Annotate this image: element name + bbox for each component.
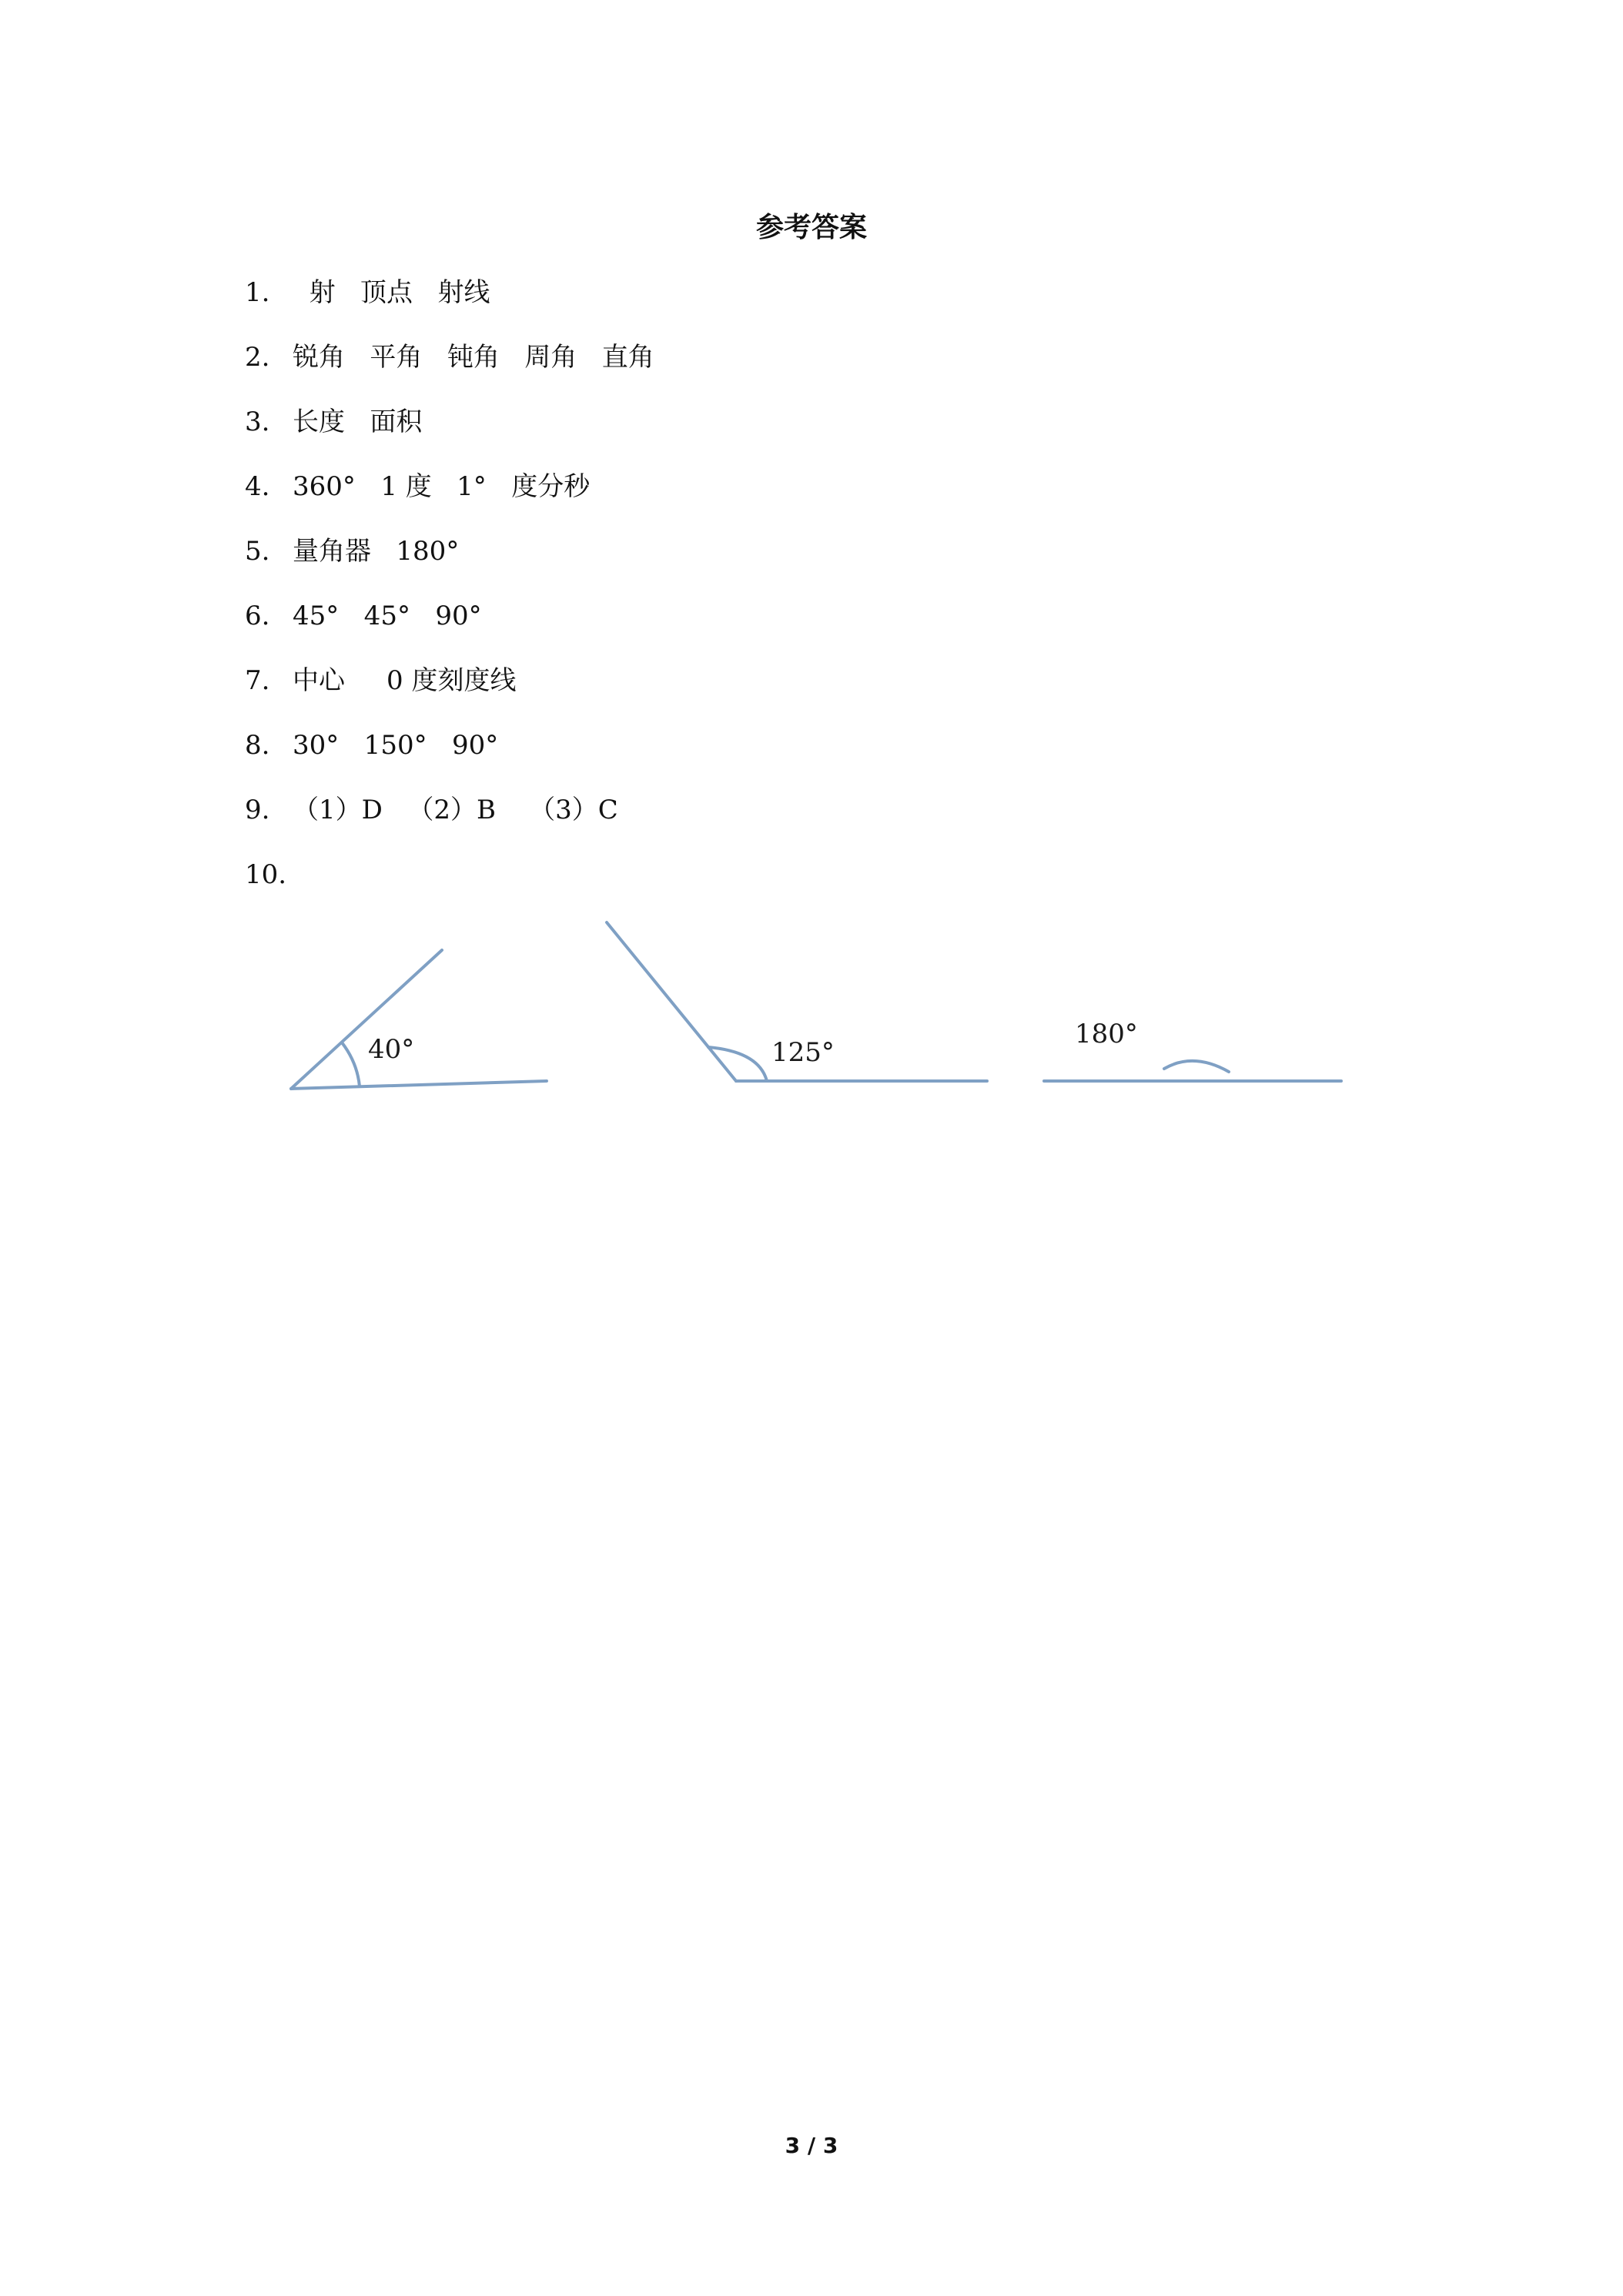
answer-text: 射 顶点 射线 [293,277,490,308]
answer-item [245,336,654,400]
answer-number: 6. [245,601,270,631]
answer-text: 量角器 180° [293,536,460,567]
answer-number: 7. [245,665,270,696]
angle-40-arc [342,1043,360,1086]
answer-item [245,594,654,659]
answer-item [245,271,654,336]
answer-item [245,530,654,594]
answer-text: 30° 150° 90° [293,730,499,761]
answer-item [245,400,654,465]
answer-text: （1）D （2）B （3）C [293,795,618,825]
angle-40-figure [291,950,547,1089]
angle-125-ray-upper [607,922,736,1081]
answer-text: 长度 面积 [293,407,423,437]
answer-number: 3. [245,407,270,437]
angle-125-figure [607,922,987,1081]
answer-item [245,465,654,530]
angle-125-label: 125° [771,1037,835,1068]
answer-number: 8. [245,730,270,761]
angle-180-label: 180° [1075,1019,1138,1049]
answer-list [245,271,654,918]
answer-text: 中心 0 度刻度线 [293,665,517,696]
answer-number: 2. [245,342,270,373]
answer-number: 10. [245,859,287,890]
angle-180-arc [1164,1061,1229,1072]
angle-180-figure [1044,1019,1341,1081]
answer-number: 4. [245,471,270,502]
answer-number: 1. [245,277,270,308]
answer-text: 360° 1 度 1° 度分秒 [293,471,591,502]
answer-item [245,724,654,788]
answer-text: 45° 45° 90° [293,601,482,631]
angle-40-label: 40° [368,1034,415,1065]
angle-figures [277,909,1355,1109]
angle-40-ray-upper [291,950,442,1089]
page-number: 3 / 3 [785,2133,838,2158]
angle-40-ray-lower [291,1081,547,1089]
answer-item [245,659,654,724]
answer-number: 5. [245,536,270,567]
answer-text: 锐角 平角 钝角 周角 直角 [293,342,654,373]
answer-item [245,788,654,853]
page-title: 参考答案 [755,212,867,243]
angle-125-arc [708,1047,767,1081]
answer-number: 9. [245,795,270,825]
